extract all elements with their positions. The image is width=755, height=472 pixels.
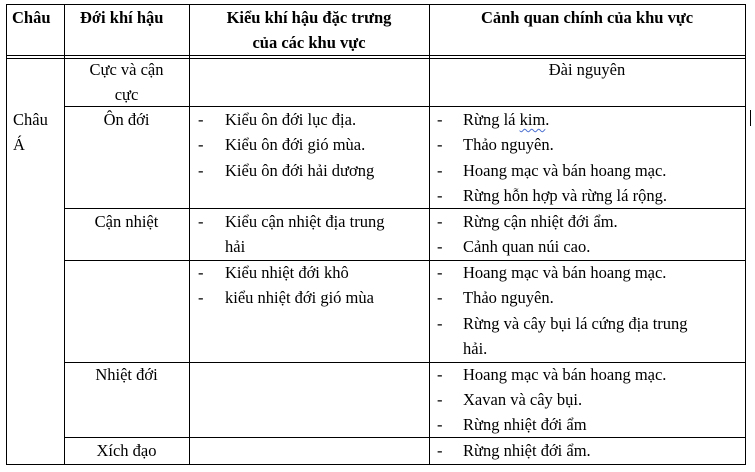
climate-type-line2: hải [225, 237, 246, 256]
continent-line2: Á [13, 135, 25, 154]
zone-subtropical: Cận nhiệt [94, 212, 159, 231]
landscape-bullet: - [437, 415, 443, 434]
landscape-item [463, 110, 549, 130]
landscape-line2: hải. [463, 339, 488, 358]
climate-type-item: Kiểu nhiệt đới khô [225, 263, 349, 282]
climate-type-item: Kiểu ôn đới gió mùa. [225, 135, 366, 154]
border-bottom [6, 464, 746, 465]
border-top [6, 4, 746, 5]
climate-type-item [225, 212, 384, 257]
landscape-bullet: - [437, 212, 443, 231]
landscape-item: Hoang mạc và bán hoang mạc. [463, 365, 667, 384]
landscape-bullet: - [437, 390, 443, 409]
continent-line1: Châu [13, 110, 48, 129]
climate-type-item: kiểu nhiệt đới gió mùa [225, 288, 374, 307]
header-bottom-line-2 [6, 58, 746, 59]
landscape-item: Rừng hỗn hợp và rừng lá rộng. [463, 186, 667, 205]
climate-type-line1: Kiểu cận nhiệt địa trung [225, 212, 385, 231]
spellcheck-word: kim [519, 110, 546, 129]
landscape-bullet: - [437, 186, 443, 205]
climate-bullet: - [198, 161, 204, 180]
landscape-line1: Rừng và cây bụi lá cứng địa trung [463, 314, 688, 333]
landscape-item: Thảo nguyên. [463, 288, 554, 307]
zone-polar-line2: cực [114, 85, 139, 104]
landscape-bullet: - [437, 161, 443, 180]
row-divider-4 [64, 362, 746, 363]
landscape-bullet: - [437, 110, 443, 129]
row-divider-3 [64, 260, 746, 261]
landscape-item [463, 314, 688, 359]
climate-type-item: Kiểu ôn đới lục địa. [225, 110, 357, 129]
landscape-polar: Đài nguyên [548, 60, 626, 79]
climate-bullet: - [198, 212, 204, 231]
landscape-item-suffix: . [545, 110, 550, 129]
border-right [745, 4, 746, 465]
header-climate-type-line1: Kiểu khí hậu đặc trưng [226, 8, 392, 27]
landscape-bullet: - [437, 314, 443, 333]
landscape-bullet: - [437, 441, 443, 460]
landscape-item: Hoang mạc và bán hoang mạc. [463, 263, 667, 282]
border-left [6, 4, 7, 465]
zone-temperate: Ôn đới [103, 110, 150, 129]
landscape-item: Hoang mạc và bán hoang mạc. [463, 161, 667, 180]
right-edge-mark [750, 110, 751, 126]
header-landscape: Cảnh quan chính của khu vực [480, 8, 694, 27]
row-divider-2 [64, 208, 746, 209]
climate-bullet: - [198, 135, 204, 154]
landscape-bullet: - [437, 237, 443, 256]
climate-bullet: - [198, 110, 204, 129]
zone-polar-line1: Cực và cận [89, 60, 164, 79]
header-climate-type-line2: của các khu vực [252, 33, 366, 52]
header-bottom-line-1 [6, 55, 746, 56]
landscape-item-prefix: Rừng lá [463, 110, 520, 129]
header-climate-type [189, 8, 429, 53]
landscape-item: Rừng cận nhiệt đới ẩm. [463, 212, 618, 231]
climate-bullet: - [198, 288, 204, 307]
landscape-bullet: - [437, 135, 443, 154]
row-divider-5 [64, 437, 746, 438]
zone-tropical: Nhiệt đới [95, 365, 158, 384]
landscape-bullet: - [437, 365, 443, 384]
landscape-item: Rừng nhiệt đới ẩm [463, 415, 587, 434]
landscape-bullet: - [437, 263, 443, 282]
header-zone: Đới khí hậu [80, 8, 164, 27]
zone-equatorial: Xích đạo [96, 441, 157, 460]
landscape-item: Thảo nguyên. [463, 135, 554, 154]
landscape-item: Xavan và cây bụi. [463, 390, 583, 409]
row-divider-1 [64, 106, 746, 107]
landscape-bullet: - [437, 288, 443, 307]
col-divider-2 [189, 4, 190, 465]
zone-polar [64, 60, 189, 105]
continent-cell [13, 110, 48, 155]
climate-bullet: - [198, 263, 204, 282]
landscape-item: Rừng nhiệt đới ẩm. [463, 441, 591, 460]
climate-type-item: Kiểu ôn đới hải dương [225, 161, 375, 180]
header-continent: Châu [12, 8, 51, 27]
landscape-item: Cảnh quan núi cao. [463, 237, 591, 256]
